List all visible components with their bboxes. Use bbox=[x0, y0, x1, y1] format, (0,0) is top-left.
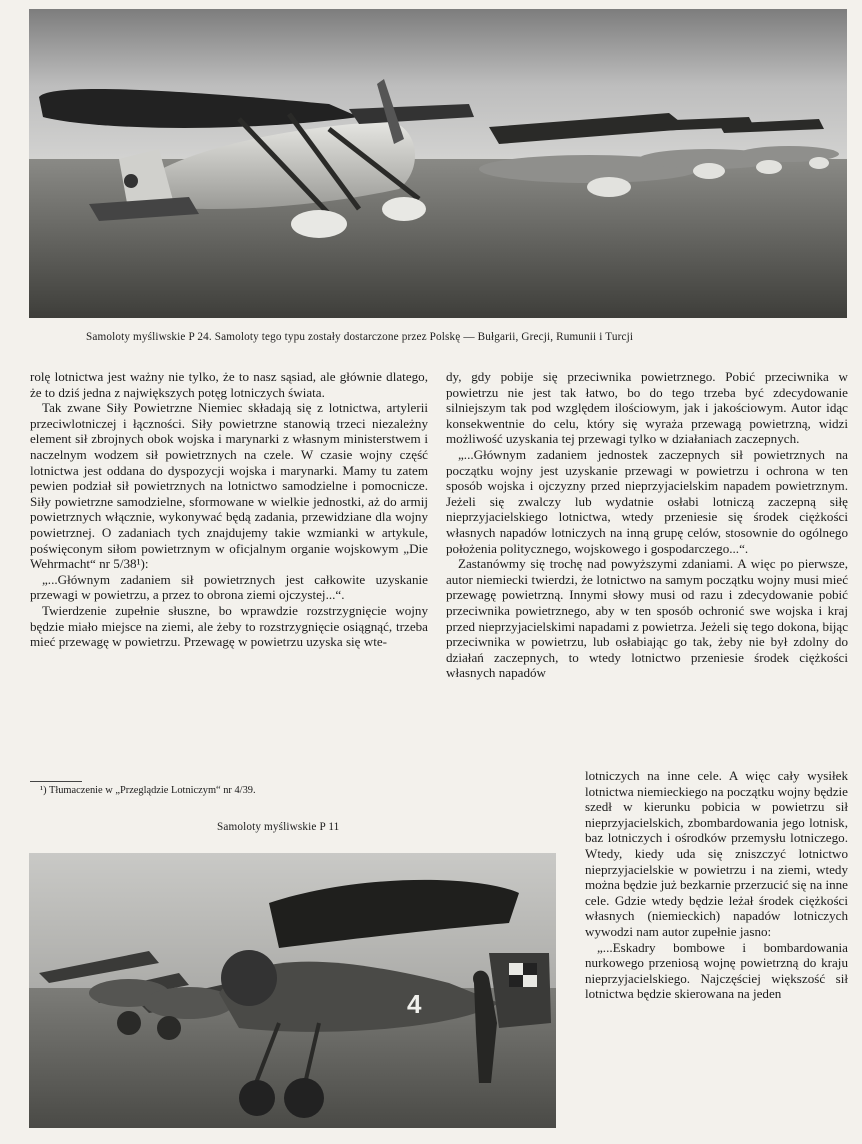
paragraph: Twierdzenie zupełnie słuszne, bo wprawdzie rozstrzygnięcie wojny będzie miało miejsce na ziemi, ale żeby to rozstrzygnięcie osiągnąć, trzeba mieć przewagę w powietrzu. Przewagę w powietrzu uzyska się wte- bbox=[30, 602, 428, 650]
photo-p11-fighters bbox=[29, 853, 556, 1128]
footnote: ¹) Tłumaczenie w „Przeglądzie Lotniczym“ nr 4/39. bbox=[40, 785, 256, 796]
right-column bbox=[446, 369, 848, 681]
paragraph: dy, gdy pobije się przeciwnika powietrznego. Pobić przeciwnika w powietrzu nie jest tak łatwo, bo do tego trzeba być zdecydowanie silniejszym tak pod względem ilościowym, jak i jakościowym. Autor idąc konsekwentnie do celu, który się wyraża przewagą powietrzną, widzi możliwość uzyskania tej przewagi tylko w działaniach zaczepnych. bbox=[446, 369, 848, 447]
photo-caption-top: Samoloty myśliwskie P 24. Samoloty tego typu zostały dostarczone przez Polskę — Bułgarii, Grecji, Rumunii i Turcji bbox=[86, 331, 634, 343]
aircraft-number: 4 bbox=[407, 989, 422, 1019]
footnote-rule bbox=[30, 781, 82, 782]
paragraph: Zastanówmy się trochę nad powyższymi zdaniami. A więc po pierwsze, autor niemiecki twierdzi, że lotnictwo na samym początku wojny musi mieć przewagę powietrzną. Innymi słowy musi od razu i zdecydowanie pobić przeciwnika powietrznego, aby w ten sposób ochronić swe wojska i kraj przed nieprzyjacielskimi napadami z powietrza. Jeżeli się tego dokona, bijąc przeciwnika w powietrzu, lub osłabiając go tak, żeby nie był zdolny do działań zaczepnych, to wtedy lotnictwo przeniesie środek ciężkości własnych napadów bbox=[446, 556, 848, 681]
photo-p24-fighters bbox=[29, 9, 847, 318]
left-column bbox=[30, 369, 428, 650]
paragraph: lotniczych na inne cele. A więc cały wysiłek lotnictwa niemieckiego na początku wojny będzie szedł w kierunku pobicia w powietrzu sił nieprzyjacielskich, zbombardowania jego lotnisk, baz lotniczych i ośrodków przemysłu lotniczego. Wtedy, kiedy uda się zniszczyć lotnictwo nieprzyjacielskie w powietrzu i na ziemi, wtedy można będzie już bezkarnie przerzucić się na inne cele. Gdzie wtedy będzie leżał środek ciężkości własnych (niemieckich) napadów lotniczych wywodzi nam autor zupełnie jasno: bbox=[585, 768, 848, 939]
paragraph: Tak zwane Siły Powietrzne Niemiec składają się z lotnictwa, artylerii przeciwlotniczej i łączności. Siły powietrzne stanowią trzeci niezależny element sił zbrojnych obok wojska i marynarki z własnym ministerstwem i naczelnym wodzem sił powietrznych na czele. W czasie wojny część lotnictwa jest oddana do dyspozycji wojska i marynarki. Mamy tu zatem pewien podział sił powietrznych na lotnictwo samodzielne i pomocnicze. Siły powietrzne samodzielne, sformowane w wielkie jednostki, aż do armij powietrznych włącznie, wykonywać będą zadania, przewidziane dla wojny powietrznej. O zadaniach tych znajdujemy takie wzmianki w artykule, poświęconym siłom powietrznym w oficjalnym organie wojskowym „Die Wehrmacht“ nr 5/38¹): bbox=[30, 400, 428, 572]
quote-paragraph: „...Eskadry bombowe i bombardowania nurkowego przeniosą wojnę powietrzną do kraju nieprzyjacielskiego. Najczęściej większość sił lotnictwa będzie skierowana na jeden bbox=[585, 939, 848, 1002]
quote-paragraph: „...Głównym zadaniem jednostek zaczepnych sił powietrznych na początku wojny jest uzyskanie przewagi w powietrzu i ochrona w ten sposób wojska i ojczyzny przed nieprzyjacielskim napadem powietrznym. Jeżeli się zwalczy lub wydatnie osłabi lotniczą zaczepną siłę nieprzyjacielskiego lotnictwa, wtedy przeniesie się środek ciężkości własnych napadów lotniczych na inną grupę celów, stosownie do ogólnego położenia politycznego, wojskowego i gospodarczego...“. bbox=[446, 446, 848, 556]
right-column-lower bbox=[585, 768, 848, 1002]
photo-caption-middle: Samoloty myśliwskie P 11 bbox=[217, 821, 340, 833]
quote-paragraph: „...Głównym zadaniem sił powietrznych jest całkowite uzyskanie przewagi w powietrzu, a przez to obrona ziemi ojczystej...“. bbox=[30, 571, 428, 603]
paragraph: rolę lotnictwa jest ważny nie tylko, że to nasz sąsiad, ale głównie dlatego, że to dziś jedna z największych potęg lotniczych świata. bbox=[30, 369, 428, 400]
